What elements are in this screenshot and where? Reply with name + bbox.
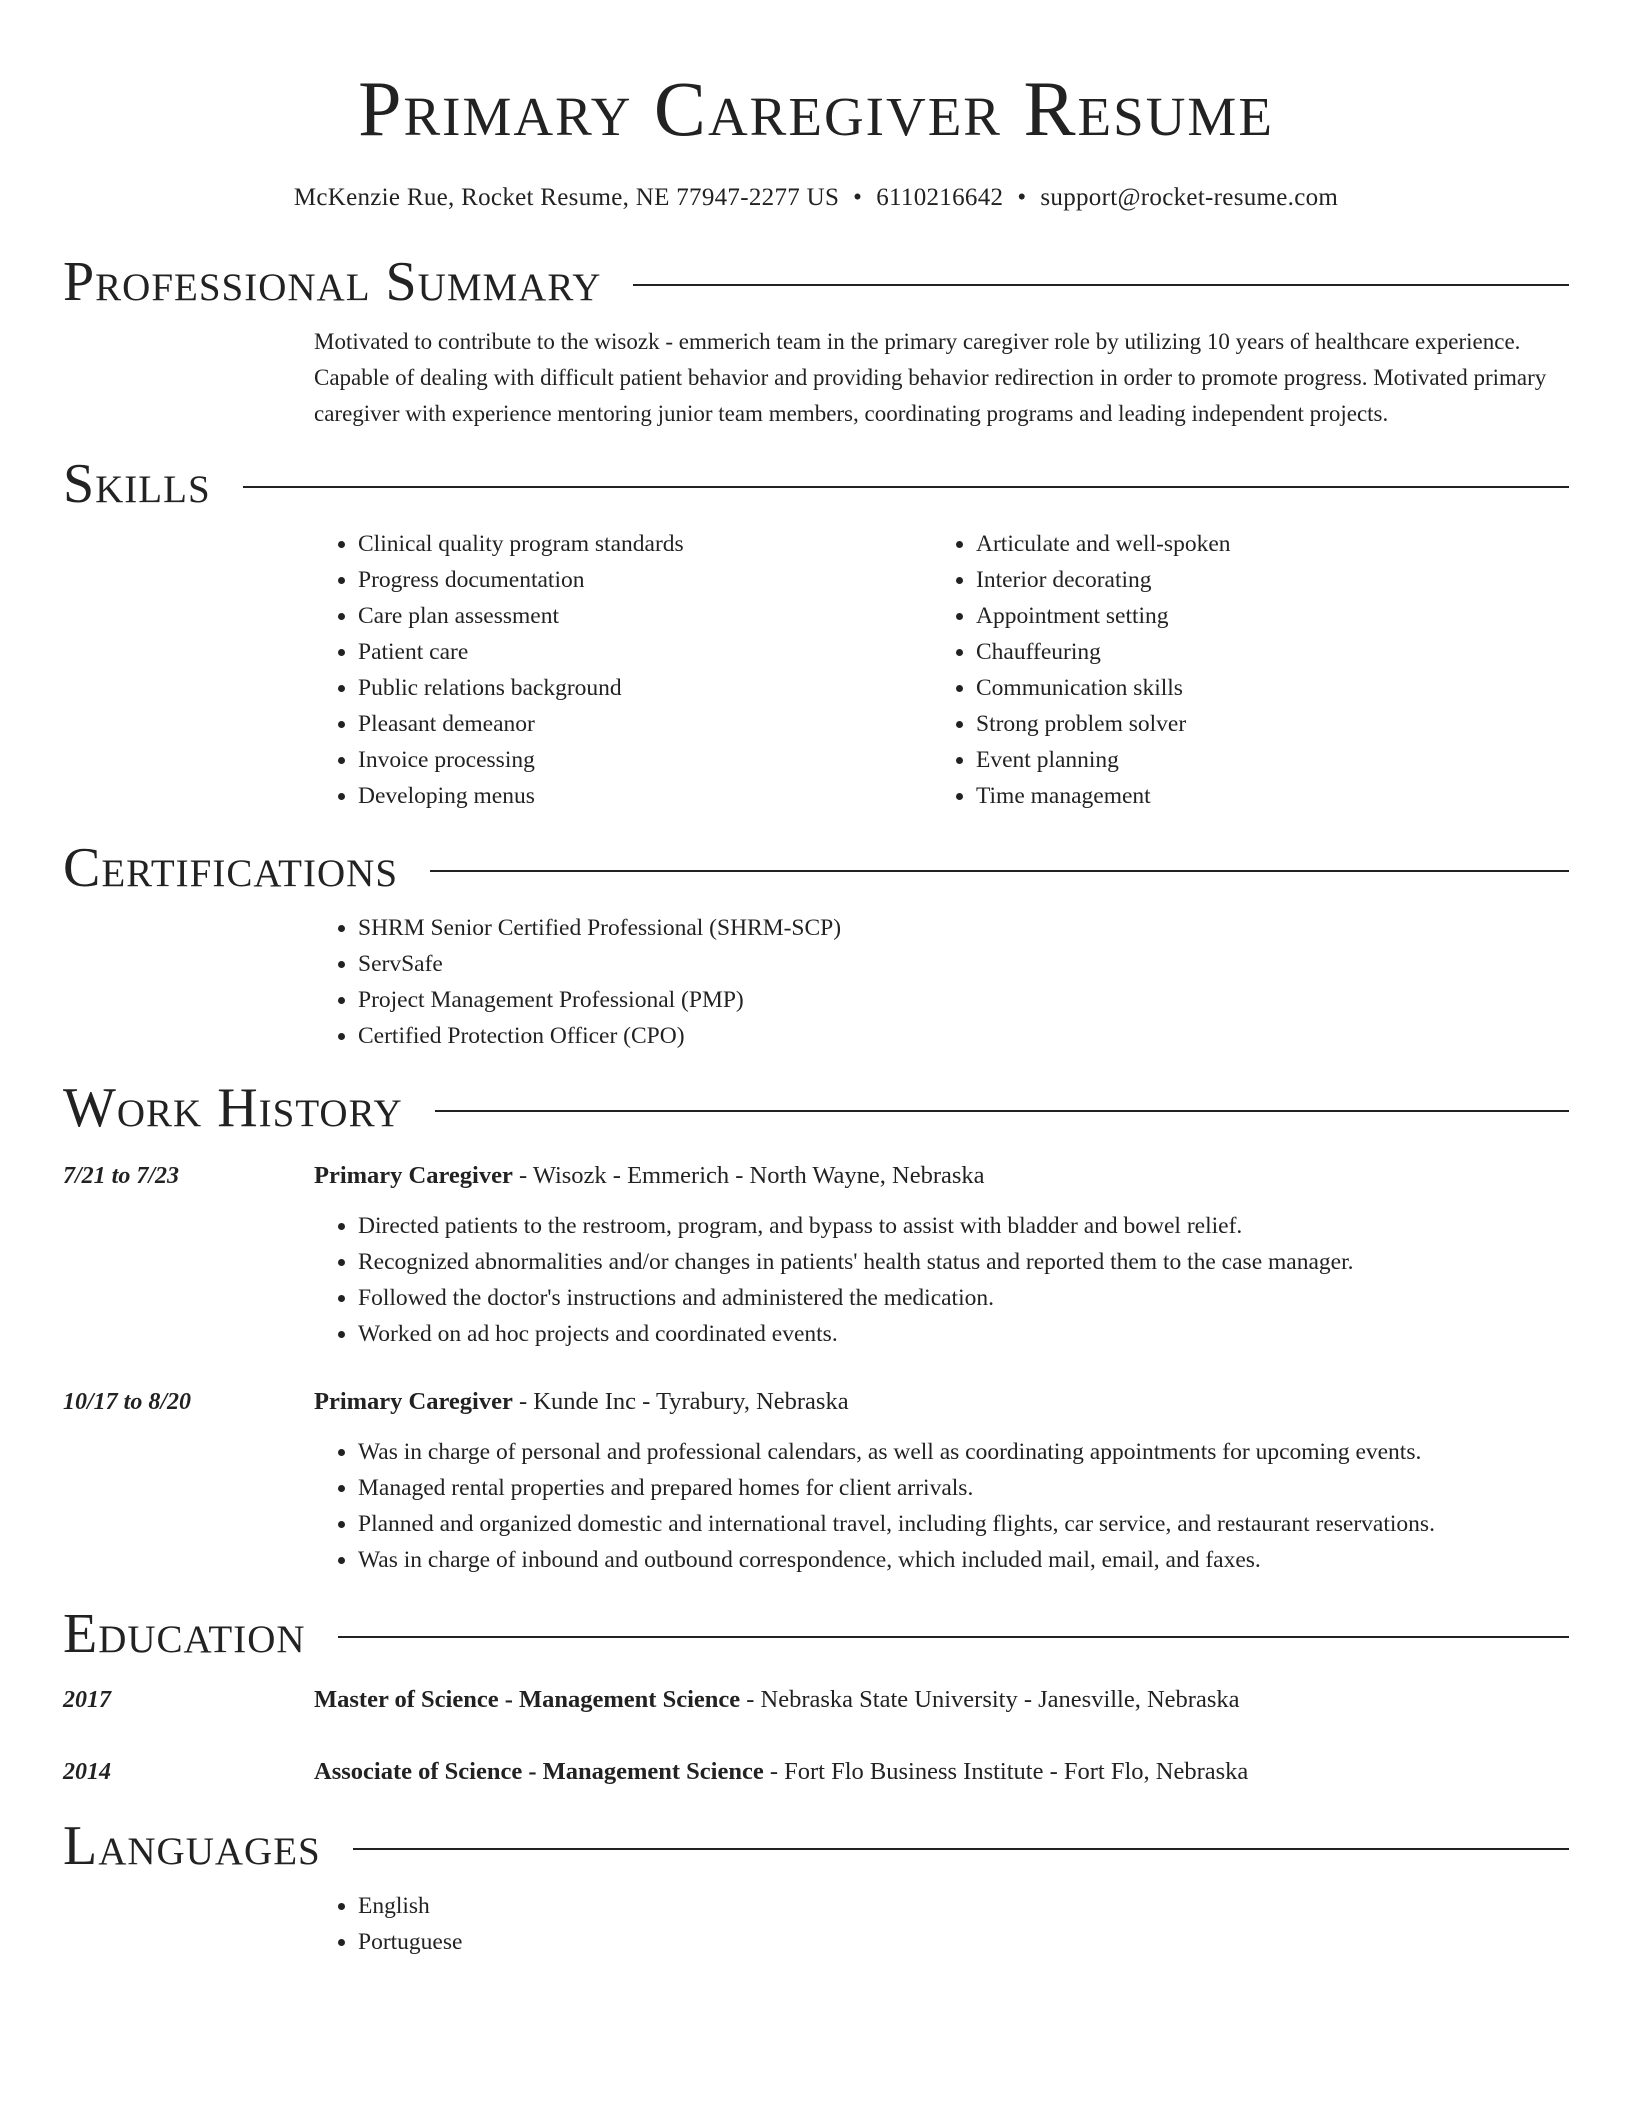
work-headline — [314, 1156, 1569, 1196]
school-location: - Nebraska State University - Janesville, Nebraska — [740, 1686, 1240, 1713]
degree: Master of Science - Management Science — [314, 1686, 741, 1713]
contact-phone: 6110216642 — [876, 184, 1004, 211]
work-entry — [63, 1382, 1569, 1578]
work-bullet: • Followed the doctor's instructions and administered the medication. — [358, 1280, 1569, 1316]
section-divider — [353, 1848, 1569, 1850]
education-details — [314, 1752, 1569, 1792]
skill-item: • Interior decorating — [976, 562, 1569, 598]
section-header-certifications — [63, 836, 1569, 900]
languages-list — [314, 1888, 1569, 1960]
resume-title: Primary Caregiver Resume — [358, 65, 1274, 152]
certification-item: • Project Management Professional (PMP) — [358, 982, 1569, 1018]
work-dates: 7/21 to 7/23 — [63, 1163, 180, 1189]
work-bullet: • Managed rental properties and prepared homes for client arrivals. — [358, 1470, 1569, 1506]
job-title: Primary Caregiver — [314, 1388, 513, 1415]
section-divider — [633, 284, 1569, 286]
education-year: 2017 — [63, 1687, 111, 1713]
section-divider — [430, 870, 1569, 872]
section-header-education — [63, 1602, 1569, 1666]
work-bullet: • Was in charge of personal and professional calendars, as well as coordinating appointments for upcoming events. — [358, 1434, 1569, 1470]
certification-item: • Certified Protection Officer (CPO) — [358, 1018, 1569, 1054]
work-bullets — [314, 1434, 1569, 1578]
section-heading-certifications: Certifications — [63, 837, 399, 899]
certifications-list — [314, 910, 1569, 1054]
school-location: - Fort Flo Business Institute - Fort Flo, Nebraska — [763, 1758, 1249, 1785]
skill-item: • Pleasant demeanor — [358, 706, 932, 742]
education-headline — [314, 1752, 1569, 1792]
skill-item: • Appointment setting — [976, 598, 1569, 634]
certifications-body — [314, 910, 1569, 1054]
work-details — [314, 1382, 1569, 1578]
skill-item: • Care plan assessment — [358, 598, 932, 634]
section-header-languages — [63, 1814, 1569, 1878]
section-divider — [435, 1110, 1569, 1112]
skill-item: • Strong problem solver — [976, 706, 1569, 742]
work-entry — [63, 1156, 1569, 1352]
section-divider — [243, 486, 1569, 488]
contact-separator: • — [853, 184, 863, 211]
section-header-work-history — [63, 1076, 1569, 1140]
section-header-summary — [63, 250, 1569, 314]
skill-item: • Progress documentation — [358, 562, 932, 598]
work-headline — [314, 1382, 1569, 1422]
section-heading-skills: Skills — [63, 453, 211, 515]
skill-item: • Patient care — [358, 634, 932, 670]
language-item: • English — [358, 1888, 1569, 1924]
certification-item: • SHRM Senior Certified Professional (SHRM-SCP) — [358, 910, 1569, 946]
summary-text: Motivated to contribute to the wisozk - emmerich team in the primary caregiver role by utilizing 10 years of healthcare experience. Capable of dealing with difficult patient behavior and providing behavior redirection in order to promote progress. Motivated primary caregiver with experience mentoring junior team members, coordinating programs and leading independent projects. — [314, 329, 1547, 426]
job-title: Primary Caregiver — [314, 1162, 513, 1189]
skill-item: • Chauffeuring — [976, 634, 1569, 670]
contact-line — [63, 182, 1569, 214]
summary-body — [314, 324, 1569, 432]
skill-item: • Public relations background — [358, 670, 932, 706]
contact-email: support@rocket-resume.com — [1040, 184, 1339, 211]
skill-item: • Developing menus — [358, 778, 932, 814]
section-heading-summary: Professional Summary — [63, 251, 602, 313]
contact-address: McKenzie Rue, Rocket Resume, NE 77947-2277 US — [293, 184, 840, 211]
section-heading-languages: Languages — [63, 1815, 321, 1877]
skill-item: • Event planning — [976, 742, 1569, 778]
education-headline — [314, 1680, 1569, 1720]
work-bullet: • Was in charge of inbound and outbound correspondence, which included mail, email, and faxes. — [358, 1542, 1569, 1578]
employer-location: - Wisozk - Emmerich - North Wayne, Nebraska — [512, 1162, 985, 1189]
education-details — [314, 1680, 1569, 1720]
languages-body — [314, 1888, 1569, 1960]
work-bullet: • Planned and organized domestic and international travel, including flights, car service, and restaurant reservations. — [358, 1506, 1569, 1542]
section-heading-work-history: Work History — [63, 1077, 403, 1139]
section-divider — [338, 1636, 1569, 1638]
skills-column-right — [932, 526, 1569, 814]
skill-item: • Time management — [976, 778, 1569, 814]
education-entry — [63, 1680, 1569, 1720]
work-bullets — [314, 1208, 1569, 1352]
work-details — [314, 1156, 1569, 1352]
degree: Associate of Science - Management Science — [314, 1758, 764, 1785]
skill-item: • Invoice processing — [358, 742, 932, 778]
section-header-skills — [63, 452, 1569, 516]
contact-separator: • — [1017, 184, 1027, 211]
work-bullet: • Directed patients to the restroom, program, and bypass to assist with bladder and bowel relief. — [358, 1208, 1569, 1244]
work-bullet: • Worked on ad hoc projects and coordinated events. — [358, 1316, 1569, 1352]
section-heading-education: Education — [63, 1603, 306, 1665]
skills-column-left — [314, 526, 932, 814]
skills-list — [314, 516, 1569, 814]
language-item: • Portuguese — [358, 1924, 1569, 1960]
education-year: 2014 — [63, 1759, 111, 1785]
education-entry — [63, 1752, 1569, 1792]
skill-item: • Articulate and well-spoken — [976, 526, 1569, 562]
work-dates: 10/17 to 8/20 — [63, 1389, 192, 1415]
work-bullet: • Recognized abnormalities and/or changes in patients' health status and reported them to the case manager. — [358, 1244, 1569, 1280]
employer-location: - Kunde Inc - Tyrabury, Nebraska — [512, 1388, 849, 1415]
skill-item: • Clinical quality program standards — [358, 526, 932, 562]
skill-item: • Communication skills — [976, 670, 1569, 706]
certification-item: • ServSafe — [358, 946, 1569, 982]
